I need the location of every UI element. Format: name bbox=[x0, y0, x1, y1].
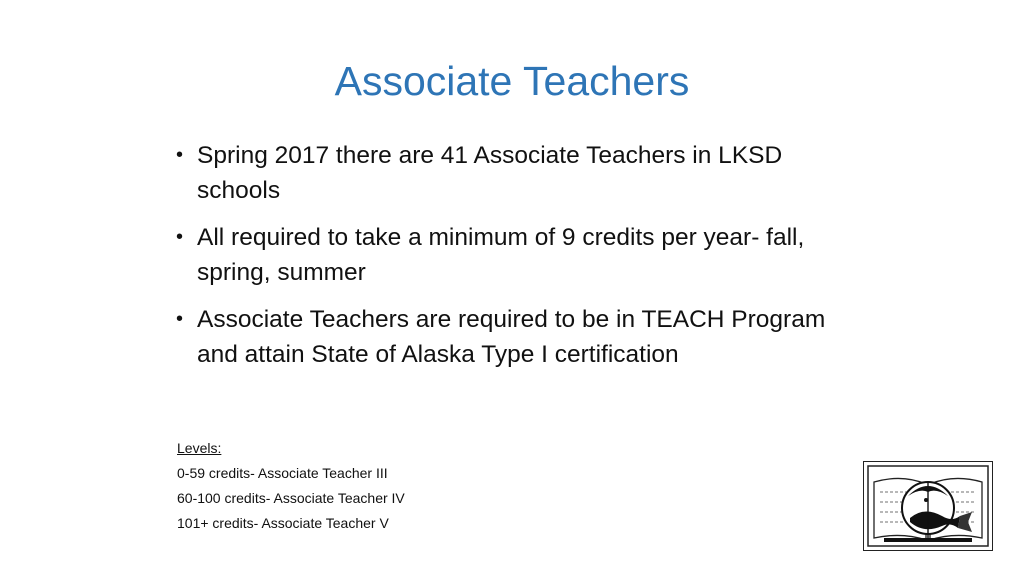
levels-heading: Levels: bbox=[177, 440, 222, 456]
bullet-icon: • bbox=[176, 308, 184, 330]
bullet-list bbox=[176, 138, 856, 384]
bullet-item bbox=[176, 302, 856, 372]
levels-section bbox=[177, 438, 577, 538]
level-item: 101+ credits- Associate Teacher V bbox=[177, 515, 389, 531]
school-district-logo-icon bbox=[863, 461, 993, 551]
bullet-icon: • bbox=[176, 226, 184, 248]
bullet-text: All required to take a minimum of 9 credits per year- fall, spring, summer bbox=[197, 224, 805, 286]
bullet-text: Associate Teachers are required to be in TEACH Program and attain State of Alaska Type I certification bbox=[197, 306, 826, 368]
level-item: 0-59 credits- Associate Teacher III bbox=[177, 465, 388, 481]
slide-title: Associate Teachers bbox=[334, 58, 690, 104]
bullet-item bbox=[176, 138, 856, 208]
bullet-text: Spring 2017 there are 41 Associate Teachers in LKSD schools bbox=[197, 142, 783, 204]
level-item: 60-100 credits- Associate Teacher IV bbox=[177, 490, 405, 506]
bullet-icon: • bbox=[176, 144, 184, 166]
bullet-item bbox=[176, 220, 856, 290]
logo-graphic bbox=[864, 462, 992, 550]
